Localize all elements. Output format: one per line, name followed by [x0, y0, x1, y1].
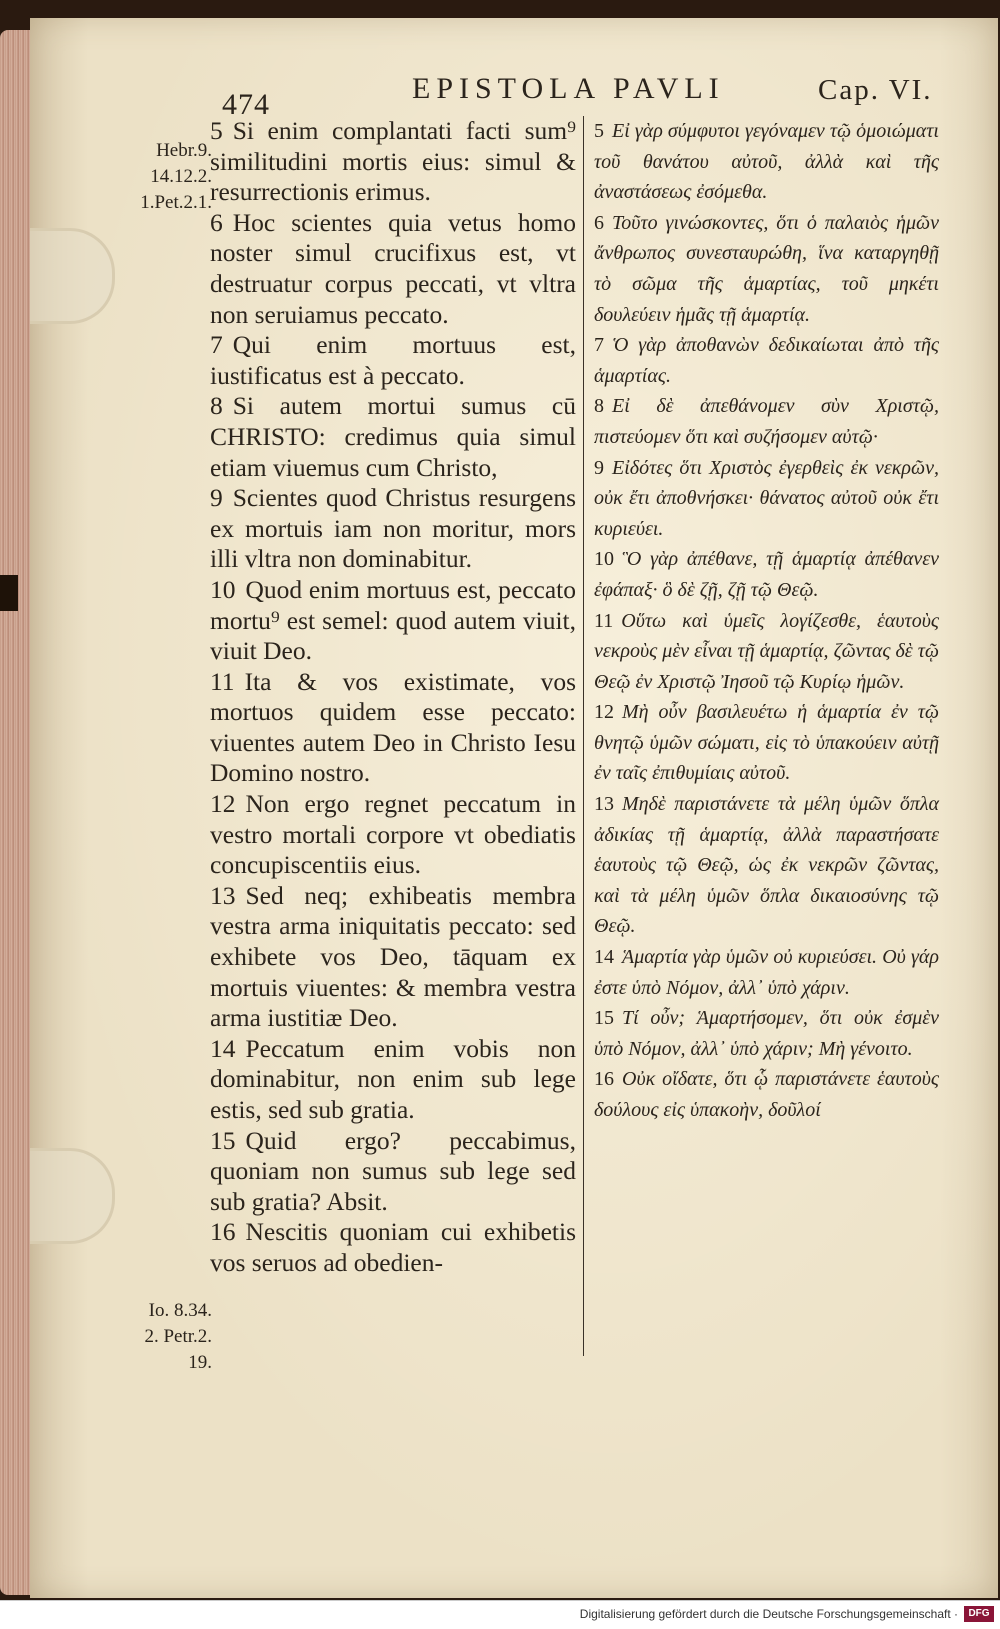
verse-number: 7	[210, 330, 223, 360]
verse-number: 11	[210, 666, 235, 696]
footer-credit: Digitalisierung gefördert durch die Deutsche Forschungsgemeinschaft ·	[579, 1607, 958, 1621]
margin-note-line: 14.12.2.	[150, 166, 212, 187]
greek-column	[594, 116, 939, 1126]
greek-verse	[594, 453, 939, 545]
page-edges	[0, 30, 30, 1595]
verse-number: 5	[210, 116, 223, 145]
clasp-bottom	[30, 1148, 115, 1244]
verse-text: Si enim complantati facti sum⁹ similitudini mortis eius: simul & resurrectionis erimus.	[210, 116, 576, 207]
verse-number: 13	[210, 880, 236, 910]
verse-number: 10	[594, 548, 614, 571]
verse-number: 15	[594, 1007, 614, 1030]
verse-text: Peccatum enim vobis non dominabitur, non enim sub lege estis, sed sub gratia.	[210, 1033, 576, 1124]
verse-text: Ὁ γὰρ ἀποθανὼν δεδικαίωται ἀπὸ τῆς ἁμαρτίας.	[594, 334, 939, 387]
digitization-footer	[0, 1600, 1000, 1629]
verse-text: Ita & vos existimate, vos mortuos quidem esse peccato: viuentes autem Deo in Christo Iesu Domino nostro.	[210, 666, 576, 788]
margin-note-line: 19.	[188, 1352, 212, 1373]
greek-verse	[594, 391, 939, 452]
latin-verse	[210, 208, 576, 330]
verse-text: Οὐκ οἴδατε, ὅτι ᾧ παριστάνετε ἑαυτοὺς δούλους εἰς ὑπακοὴν, δοῦλοί	[594, 1068, 939, 1121]
greek-verse	[594, 544, 939, 605]
verse-number: 8	[594, 395, 604, 418]
greek-verse	[594, 1064, 939, 1125]
verse-number: 9	[594, 456, 604, 479]
latin-verse	[210, 1126, 576, 1218]
dfg-logo: DFG	[964, 1606, 994, 1622]
verse-number: 14	[594, 946, 614, 969]
chapter-label: Cap. VI.	[818, 74, 933, 106]
verse-text: Οὕτω καὶ ὑμεῖς λογίζεσθε, ἑαυτοὺς νεκροὺς μὲν εἶναι τῇ ἁμαρτίᾳ, ζῶντας δὲ τῷ Θεῷ ἐν Χριστῷ Ἰησοῦ τῷ Κυρίῳ ἡμῶν.	[594, 609, 939, 693]
verse-number: 16	[594, 1068, 614, 1091]
verse-text: Hoc scientes quia vetus homo noster simul crucifixus est, vt destruatur corpus peccati, vt vltra non seruiamus peccato.	[210, 207, 576, 329]
verse-text: Ἁμαρτία γὰρ ὑμῶν οὐ κυριεύσει. Οὐ γάρ ἐστε ὑπὸ Νόμον, ἀλλ᾽ ὑπὸ χάριν.	[594, 946, 939, 999]
verse-number: 15	[210, 1125, 236, 1155]
latin-verse	[210, 1217, 576, 1278]
greek-verse	[594, 1003, 939, 1064]
verse-number: 16	[210, 1217, 236, 1247]
verse-number: 12	[594, 701, 614, 724]
margin-note-line: 2. Petr.2.	[144, 1326, 212, 1347]
page-number: 474	[222, 88, 270, 121]
greek-verse	[594, 208, 939, 330]
greek-verse	[594, 697, 939, 789]
margin-note-line: Hebr.9.	[156, 140, 212, 161]
greek-verse	[594, 789, 939, 942]
margin-note-bottom	[108, 1298, 212, 1376]
verse-text: Τοῦτο γινώσκοντες, ὅτι ὁ παλαιὸς ἡμῶν ἄνθρωπος συνεσταυρώθη, ἵνα καταργηθῇ τὸ σῶμα τῆς ἁμαρτίας, τοῦ μηκέτι δουλεύειν ἡμᾶς τῇ ἁμαρτίᾳ.	[594, 211, 939, 326]
verse-text: Τί οὖν; Ἁμαρτήσομεν, ὅτι οὐκ ἐσμὲν ὑπὸ Νόμον, ἀλλ᾽ ὑπὸ χάριν; Μὴ γένοιτο.	[594, 1007, 939, 1060]
latin-verse	[210, 881, 576, 1034]
verse-number: 6	[210, 207, 223, 237]
verse-text: Ὃ γὰρ ἀπέθανε, τῇ ἁμαρτίᾳ ἀπέθανεν ἐφάπαξ· ὃ δὲ ζῇ, ζῇ τῷ Θεῷ.	[594, 548, 939, 601]
verse-number: 14	[210, 1033, 236, 1063]
latin-verse	[210, 667, 576, 789]
verse-text: Μὴ οὖν βασιλευέτω ἡ ἁμαρτία ἐν τῷ θνητῷ ὑμῶν σώματι, εἰς τὸ ὑπακούειν αὐτῇ ἐν ταῖς ἐπιθυμίαις αὐτοῦ.	[594, 701, 939, 785]
latin-verse	[210, 575, 576, 667]
latin-verse	[210, 1034, 576, 1126]
verse-text: Non ergo regnet peccatum in vestro mortali corpore vt obediatis concupiscentiis eius.	[210, 789, 576, 880]
margin-note-line: 1.Pet.2.1.	[140, 192, 212, 213]
verse-number: 12	[210, 789, 236, 819]
binding-tab	[0, 575, 18, 611]
verse-text: Sed neq; exhibeatis membra vestra arma iniquitatis peccato: sed exhibete vos Deo, tāquam ex mortuis viuentes: & membra vestra arma iustitiæ Deo.	[210, 880, 576, 1033]
verse-text: Εἰ δὲ ἀπεθάνομεν σὺν Χριστῷ, πιστεύομεν ὅτι καὶ συζήσομεν αὐτῷ·	[594, 395, 939, 448]
greek-verse	[594, 330, 939, 391]
verse-number: 13	[594, 793, 614, 816]
verse-text: Si autem mortui sumus cū CHRISTO: credimus quia simul etiam viuemus cum Christo,	[210, 391, 576, 482]
verse-number: 5	[594, 120, 604, 142]
verse-text: Εἰδότες ὅτι Χριστὸς ἐγερθεὶς ἐκ νεκρῶν, οὐκ ἔτι ἀποθνήσκει· θάνατος αὐτοῦ οὐκ ἔτι κυριεύει.	[594, 456, 939, 540]
verse-text: Εἰ γὰρ σύμφυτοι γεγόναμεν τῷ ὁμοιώματι τοῦ θανάτου αὐτοῦ, ἀλλὰ καὶ τῆς ἀναστάσεως ἐσόμεθα.	[594, 120, 939, 204]
latin-verse	[210, 483, 576, 575]
verse-number: 8	[210, 391, 223, 421]
verse-number: 6	[594, 211, 604, 234]
greek-verse	[594, 116, 939, 208]
latin-column	[210, 116, 576, 1279]
verse-number: 10	[210, 574, 236, 604]
verse-text: Quid ergo? peccabimus, quoniam non sumus sub lege sed sub gratia? Absit.	[210, 1125, 576, 1216]
greek-verse	[594, 606, 939, 698]
verse-text: Qui enim mortuus est, iustificatus est à peccato.	[210, 330, 576, 390]
greek-verse	[594, 942, 939, 1003]
margin-note-top	[108, 138, 212, 216]
verse-number: 9	[210, 483, 223, 513]
clasp-top	[30, 228, 115, 324]
margin-note-line: Io. 8.34.	[148, 1300, 212, 1321]
column-divider	[583, 116, 584, 1356]
verse-text: Scientes quod Christus resurgens ex mortuis iam non moritur, mors illi vltra non dominabitur.	[210, 483, 576, 574]
latin-verse	[210, 789, 576, 881]
latin-verse	[210, 330, 576, 391]
latin-verse	[210, 116, 576, 208]
verse-text: Nescitis quoniam cui exhibetis vos seruos ad obedien-	[210, 1217, 576, 1277]
running-title: EPISTOLA PAVLI	[412, 72, 725, 105]
verse-number: 11	[594, 609, 614, 632]
verse-text: Quod enim mortuus est, peccato mortu⁹ est semel: quod autem viuit, viuit Deo.	[210, 574, 576, 666]
latin-verse	[210, 391, 576, 483]
verse-number: 7	[594, 334, 604, 357]
verse-text: Μηδὲ παριστάνετε τὰ μέλη ὑμῶν ὅπλα ἀδικίας τῇ ἁμαρτίᾳ, ἀλλὰ παραστήσατε ἑαυτοὺς τῷ Θεῷ, ὡς ἐκ νεκρῶν ζῶντας, καὶ τὰ μέλη ὑμῶν ὅπλα δικαιοσύνης τῷ Θεῷ.	[594, 793, 939, 938]
